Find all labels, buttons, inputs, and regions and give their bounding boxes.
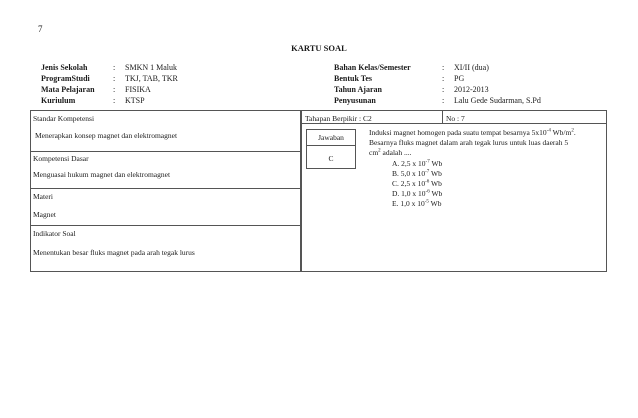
materi-label: Materi [33,192,53,201]
field-value: 2012-2013 [454,85,489,94]
option-unit: Wb [429,169,442,178]
divider [31,151,300,152]
field-label: Jenis Sekolah [41,63,88,72]
option-unit: Wb [429,159,443,168]
colon: : [442,74,445,83]
exponent: -4 [546,128,551,134]
header-row [334,95,604,106]
standar-kompetensi-label: Standar Kompetensi [33,114,95,123]
page-number: 7 [38,24,43,34]
colon: : [442,96,445,105]
divider-vertical [442,111,443,123]
colon: : [113,74,116,83]
exponent: -5 [424,199,429,205]
question-line: Besarnya fluks magnet dalam arah tegak lurus untuk luas daerah 5 [369,138,569,147]
field-value: TKJ, TAB, TKR [125,74,178,83]
jawaban-label: Jawaban [318,133,344,142]
option-b [392,169,442,179]
colon: : [113,85,116,94]
divider [302,123,606,124]
header-row [41,62,301,73]
header-right [334,62,604,106]
field-label: ProgramStudi [41,74,90,83]
answer-options [392,159,442,209]
field-label: Bentuk Tes [334,74,373,83]
header-row [334,62,604,73]
jawaban-value: C [328,154,334,163]
right-panel [301,110,607,272]
option-text: A. 2,5 x 10 [392,159,426,168]
option-text: C. 2,5 x 10 [392,179,426,188]
header-row [41,84,301,95]
header-left [41,62,301,106]
question-text-part: Induksi magnet homogen pada suatu tempat besarnya 5x10 [369,128,547,137]
option-c [392,179,442,189]
field-value: PG [454,74,465,83]
indikator-soal-text: Menentukan besar fluks magnet pada arah tegak lurus [33,248,195,257]
option-text: E. 1,0 x 10 [392,199,425,208]
header-row [41,73,301,84]
exponent: -7 [425,159,430,165]
option-text: D. 1,0 x 10 [392,189,426,198]
standar-kompetensi-text: Menerapkan konsep magnet dan elektromagnet [35,131,178,140]
exponent: -6 [425,179,430,185]
option-d [392,189,442,199]
colon: : [113,63,116,72]
field-value: XI/II (dua) [454,63,489,72]
option-unit: Wb [429,179,442,188]
divider [31,188,300,189]
header-row [334,84,604,95]
question-text [369,128,605,158]
field-label: Kuriulum [41,96,76,105]
field-label: Tahun Ajaran [334,85,382,94]
kompetensi-dasar-text: Menguasai hukum magnet dan elektromagnet [33,170,171,179]
field-value: Lalu Gede Sudarman, S.Pd [454,96,541,105]
option-unit: Wb [429,189,443,198]
exponent: 2 [378,148,381,154]
option-e [392,199,442,209]
question-line: Induksi magnet homogen pada suatu tempat besarnya $5x10^{-4}$ $Wb/m^2$. [369,128,576,137]
field-label: Penyusunan [334,96,376,105]
exponent: -6 [425,189,430,195]
option-unit: Wb [428,199,442,208]
answer-box [306,129,356,169]
field-value: FISIKA [125,85,151,94]
page-title: KARTU SOAL [291,43,347,53]
header-row [334,73,604,84]
divider [31,225,300,226]
header-row [41,95,301,106]
left-panel [30,110,301,272]
exponent: -7 [425,169,430,175]
question-line [369,148,605,158]
field-value: SMKN 1 Maluk [125,63,178,72]
field-value: KTSP [125,96,145,105]
colon: : [442,85,445,94]
question-number: No : 7 [446,114,465,123]
materi-text: Magnet [33,210,56,219]
option-text: B. 5,0 x 10 [392,169,426,178]
colon: : [113,96,116,105]
colon: : [442,63,445,72]
question-text-part: adalah .... [380,148,412,157]
exponent: 2 [571,128,574,134]
question-text-part: cm [369,148,379,157]
divider [307,145,355,146]
question-text-part: Wb/m [550,128,572,137]
option-a [392,159,442,169]
indikator-soal-label: Indikator Soal [33,229,76,238]
kompetensi-dasar-label: Kompetensi Dasar [33,154,89,163]
field-label: Mata Pelajaran [41,85,95,94]
field-label: Bahan Kelas/Semester [334,63,411,72]
tahapan-berpikir: Tahapan Berpikir : C2 [305,114,372,123]
